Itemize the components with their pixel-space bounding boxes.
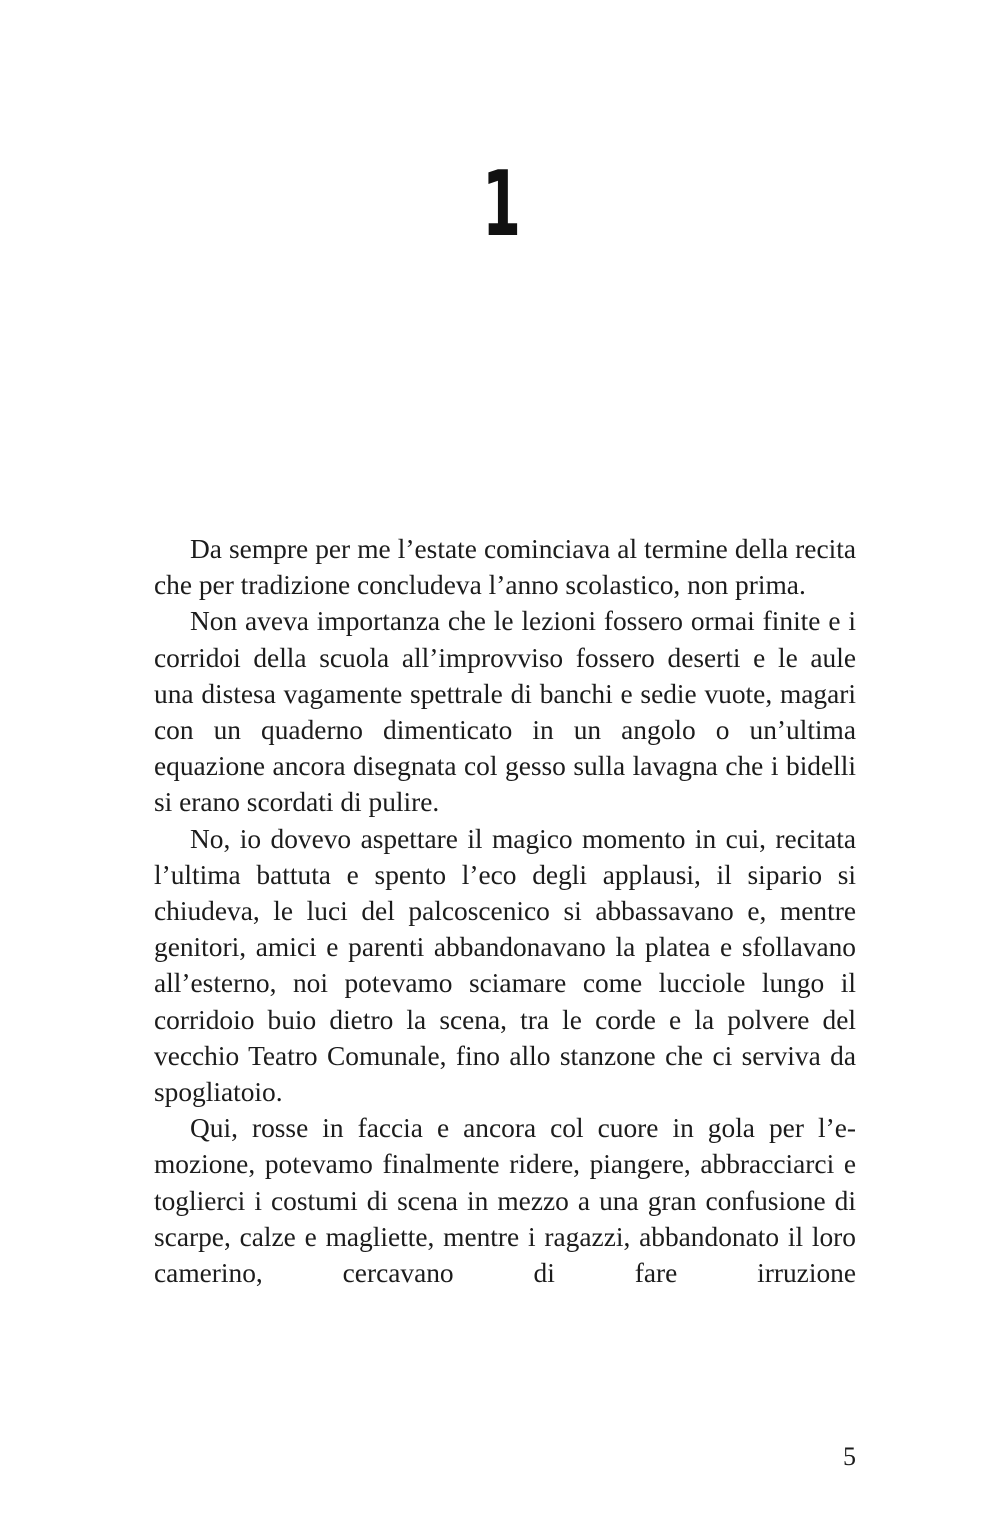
paragraph: No, io dovevo aspettare il magico momento in cui, recitata l’ultima battuta e spento l’eco degli applausi, il sipario si chiudeva, le luci del palcoscenico si abbassavano e, mentre genitori, amici e parenti abbandonavano la platea e sfollavano all’esterno, noi potevamo sciamare come lucciole lungo il corridoio buio dietro la scena, tra le corde e la polvere del vecchio Teatro Comunale, fino allo stanzone che ci serviva da spogliatoio. [154,823,856,1108]
paragraph: Da sempre per me l’estate cominciava al termine della recita che per tradizione concludeva l’anno scolastico, non prima. [154,534,856,601]
paragraph: Non aveva importanza che le lezioni fossero ormai finite e i corridoi della scuola all’improvviso fossero deserti e le aule una distesa vagamente spettrale di banchi e sedie vuote, magari con un quaderno dimenticato in un angolo o un’ultima equazione ancora disegnata col gesso sulla lavagna che i bidelli si erano scordati di pulire. [154,606,856,818]
page-number: 5 [843,1442,856,1471]
chapter-number: 1 [482,152,521,257]
paragraph: Qui, rosse in faccia e ancora col cuore in gola per l’emozione, potevamo finalmente ridere, piangere, abbracciarci e toglierci i costumi di scena in mezzo a una gran confusione di scarpe, calze e magliette, mentre i ragazzi, abbandonato il loro camerino, cercavano di fare irruzione [154,1113,856,1289]
body-text [154,531,856,1291]
